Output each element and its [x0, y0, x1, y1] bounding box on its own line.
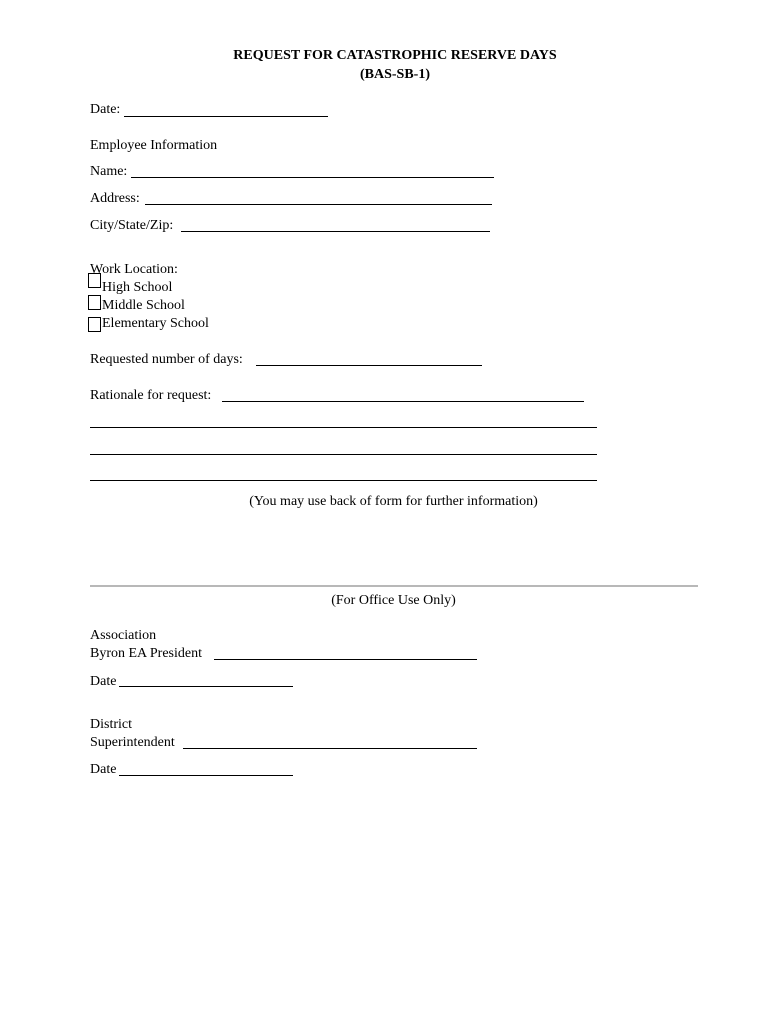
- name-label: Name:: [90, 164, 128, 179]
- section-divider: [90, 585, 698, 587]
- rationale-field[interactable]: [222, 401, 584, 402]
- employee-info-heading: Employee Information: [90, 138, 218, 153]
- association-label: Association: [90, 628, 157, 643]
- date-label: Date:: [90, 102, 121, 117]
- district-label: District: [90, 717, 132, 732]
- work-location-label: Work Location:: [90, 262, 178, 277]
- rationale-line-4[interactable]: [90, 480, 597, 481]
- association-date-field[interactable]: [119, 686, 293, 687]
- president-signature-field[interactable]: [214, 659, 477, 660]
- city-state-zip-field[interactable]: [181, 231, 490, 232]
- requested-days-label: Requested number of days:: [90, 352, 243, 367]
- district-date-field[interactable]: [119, 775, 293, 776]
- city-state-zip-label: City/State/Zip:: [90, 218, 174, 233]
- form-code: (BAS-SB-1): [359, 67, 430, 82]
- high-school-option: High School: [102, 280, 173, 295]
- association-date-label: Date: [90, 674, 117, 689]
- elementary-school-checkbox[interactable]: [88, 317, 101, 332]
- form-title: REQUEST FOR CATASTROPHIC RESERVE DAYS: [233, 48, 557, 63]
- office-use-heading: (For Office Use Only): [331, 593, 456, 608]
- middle-school-checkbox[interactable]: [88, 295, 101, 310]
- rationale-label: Rationale for request:: [90, 388, 212, 403]
- high-school-checkbox[interactable]: [88, 273, 101, 288]
- requested-days-field[interactable]: [256, 365, 482, 366]
- name-field[interactable]: [131, 177, 494, 178]
- rationale-line-3[interactable]: [90, 454, 597, 455]
- back-of-form-note: (You may use back of form for further information): [249, 494, 538, 509]
- district-date-label: Date: [90, 762, 117, 777]
- middle-school-option: Middle School: [102, 298, 185, 313]
- president-label: Byron EA President: [90, 646, 202, 661]
- date-field[interactable]: [124, 116, 328, 117]
- superintendent-label: Superintendent: [90, 735, 175, 750]
- superintendent-signature-field[interactable]: [183, 748, 477, 749]
- address-label: Address:: [90, 191, 140, 206]
- rationale-line-2[interactable]: [90, 427, 597, 428]
- address-field[interactable]: [145, 204, 492, 205]
- elementary-school-option: Elementary School: [102, 316, 209, 331]
